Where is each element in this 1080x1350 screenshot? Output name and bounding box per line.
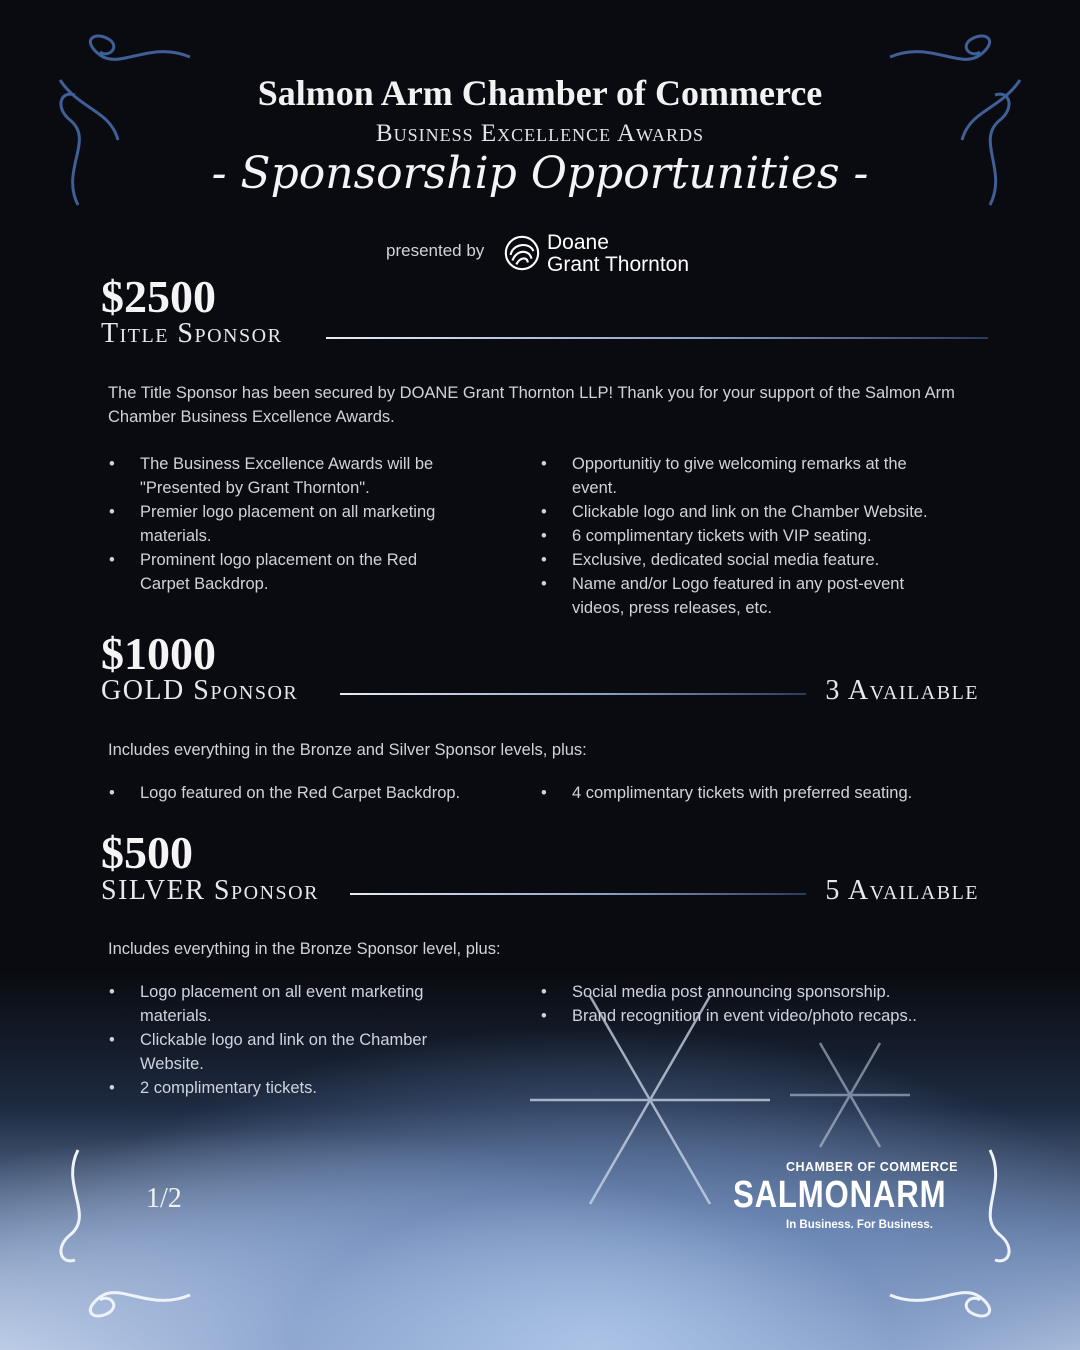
benefit-item: • 2 complimentary tickets. [109, 1079, 317, 1097]
benefit-item: • Logo placement on all event marketing materials. [109, 983, 424, 1025]
benefit-item: • Opportunitiy to give welcoming remarks at the event. [541, 455, 907, 497]
grant-thornton-swirl-icon [503, 234, 541, 272]
presenter-name-line2: Grant Thornton [547, 253, 690, 276]
tier-availability: 5 Available [825, 875, 979, 906]
benefit-item: • Brand recognition in event video/photo recaps.. [541, 1007, 917, 1025]
page-number: 1/2 [146, 1183, 182, 1214]
benefit-item: • Name and/or Logo featured in any post-event videos, press releases, etc. [541, 575, 905, 617]
tier-name: GOLD Sponsor [101, 675, 299, 706]
benefit-item: • 6 complimentary tickets with VIP seating. [541, 527, 872, 545]
tier-name: Title Sponsor [101, 318, 283, 349]
script-heading: - Sponsorship Opportunities - [211, 148, 869, 199]
tier-price: $2500 [101, 271, 216, 322]
benefit-item: • Clickable logo and link on the Chamber Website. [541, 503, 928, 521]
presenter-name-line1: Doane [547, 231, 609, 254]
benefit-item: • 4 complimentary tickets with preferred seating. [541, 784, 913, 802]
tier-divider [340, 693, 806, 695]
page-title: Salmon Arm Chamber of Commerce [257, 73, 823, 113]
chamber-logo-tagline: In Business. For Business. [786, 1219, 933, 1231]
benefit-item: • Social media post announcing sponsorship. [541, 983, 891, 1001]
tier-price: $1000 [101, 628, 216, 679]
tier-availability: 3 Available [825, 675, 979, 706]
tier-price: $500 [101, 827, 193, 878]
page-subtitle: Business Excellence Awards [375, 120, 705, 147]
benefit-item: • Prominent logo placement on the Red Carpet Backdrop. [109, 551, 418, 593]
benefit-item: • Exclusive, dedicated social media feature. [541, 551, 880, 569]
tier-name: SILVER Sponsor [101, 875, 319, 906]
tier-intro: Includes everything in the Bronze and Silver Sponsor levels, plus: [108, 741, 587, 759]
benefit-item: • Logo featured on the Red Carpet Backdrop. [109, 784, 461, 802]
chamber-logo-wordmark: SALMONARM [733, 1174, 947, 1216]
tier-divider [350, 893, 806, 895]
tier-intro: The Title Sponsor has been secured by DOANE Grant Thornton LLP! Thank you for your support of the Salmon Arm Chamber Business Excellence Awards. [108, 384, 955, 426]
tier-intro: Includes everything in the Bronze Sponsor level, plus: [108, 940, 501, 958]
benefit-item: • The Business Excellence Awards will be "Presented by Grant Thornton". [109, 455, 434, 497]
tier-divider [326, 337, 988, 339]
presented-by-label: presented by [386, 241, 485, 260]
benefit-item: • Premier logo placement on all marketing materials. [109, 503, 436, 545]
chamber-logo-label: CHAMBER OF COMMERCE [786, 1160, 958, 1174]
benefit-item: • Clickable logo and link on the Chamber Website. [109, 1031, 428, 1073]
